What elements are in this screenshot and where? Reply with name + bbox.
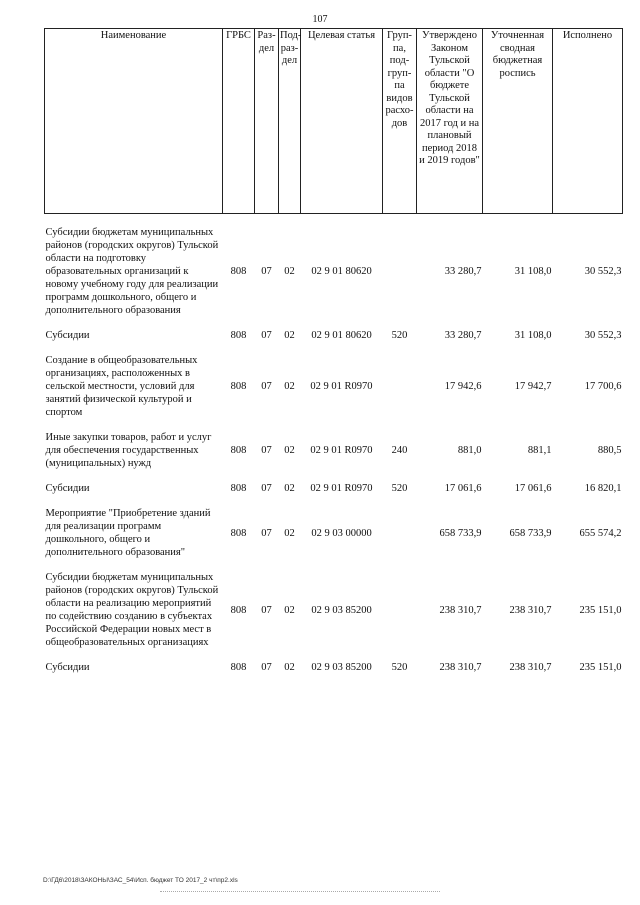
cell-podrazdel: 02 — [284, 662, 295, 673]
row-spacer — [45, 342, 623, 354]
cell-group — [383, 507, 417, 559]
header-group: Груп-па, под-груп-па видов расхо-дов — [383, 29, 417, 214]
cell-name: Создание в общеобразовательных организациях, расположенных в сельской местности, условий для занятий физической культурой и спортом — [45, 355, 198, 418]
cell-grbs: 808 — [230, 381, 247, 392]
cell-target: 02 9 01 R0970 — [310, 445, 373, 456]
cell-target: 02 9 01 80620 — [311, 330, 372, 341]
row-spacer — [45, 470, 623, 482]
cell-group — [383, 226, 417, 317]
cell-approved: 33 280,7 — [444, 330, 482, 341]
budget-table — [44, 28, 623, 674]
cell-refined: 31 108,0 — [514, 266, 552, 277]
header-target: Целевая статья — [301, 29, 383, 214]
cell-refined: 17 061,6 — [514, 483, 552, 494]
footer-divider — [160, 891, 440, 892]
page-number: 107 — [312, 14, 328, 25]
cell-target: 02 9 03 00000 — [311, 527, 372, 539]
table-row — [45, 226, 623, 317]
cell-group — [383, 354, 417, 419]
cell-executed: 880,5 — [597, 445, 622, 456]
cell-executed: 30 552,3 — [584, 330, 622, 341]
header-razdel: Раз-дел — [255, 29, 279, 214]
cell-grbs: 808 — [230, 527, 247, 539]
cell-refined: 238 310,7 — [509, 662, 552, 673]
cell-executed: 16 820,1 — [584, 483, 622, 494]
cell-target: 02 9 03 85200 — [311, 662, 372, 673]
cell-podrazdel: 02 — [284, 483, 295, 494]
cell-approved: 17 942,6 — [444, 381, 482, 392]
cell-group — [383, 571, 417, 649]
cell-name: Мероприятие "Приобретение зданий для реализации программ дошкольного, общего и дополнительного образования" — [45, 508, 211, 558]
cell-grbs: 808 — [230, 445, 247, 456]
cell-group: 240 — [391, 445, 408, 456]
cell-approved: 881,0 — [457, 445, 482, 456]
cell-podrazdel: 02 — [284, 604, 295, 616]
cell-podrazdel: 02 — [284, 330, 295, 341]
cell-razdel: 07 — [261, 483, 272, 494]
header-refined: Уточненная сводная бюджетная роспись — [483, 29, 553, 214]
cell-razdel: 07 — [261, 330, 272, 341]
header-executed: Исполнено — [553, 29, 623, 214]
cell-podrazdel: 02 — [284, 527, 295, 539]
cell-target: 02 9 03 85200 — [311, 604, 372, 616]
cell-razdel: 07 — [261, 604, 272, 616]
cell-target: 02 9 01 R0970 — [310, 381, 373, 392]
cell-refined: 238 310,7 — [509, 604, 552, 616]
cell-executed: 17 700,6 — [584, 381, 622, 392]
table-row — [45, 661, 623, 674]
table-row — [45, 571, 623, 649]
cell-razdel: 07 — [261, 445, 272, 456]
cell-refined: 31 108,0 — [514, 330, 552, 341]
header-name: Наименование — [45, 29, 223, 214]
cell-razdel: 07 — [261, 527, 272, 539]
cell-name: Субсидии — [45, 662, 90, 673]
cell-refined: 17 942,7 — [514, 381, 552, 392]
cell-grbs: 808 — [230, 266, 247, 277]
cell-refined: 881,1 — [527, 445, 552, 456]
cell-group: 520 — [391, 483, 408, 494]
cell-razdel: 07 — [261, 381, 272, 392]
table-row — [45, 431, 623, 470]
cell-razdel: 07 — [261, 266, 272, 277]
cell-podrazdel: 02 — [284, 381, 295, 392]
cell-executed: 235 151,0 — [579, 604, 622, 616]
header-grbs: ГРБС — [223, 29, 255, 214]
cell-approved: 17 061,6 — [444, 483, 482, 494]
cell-target: 02 9 01 80620 — [311, 266, 372, 277]
cell-approved: 33 280,7 — [444, 266, 482, 277]
footer-file-path: D:\ГД6\2018\ЗАКОНЫ\ЗАС_54\Исп. бюджет ТО 2017_2 чт\пр2.xls — [43, 877, 238, 884]
row-spacer — [45, 649, 623, 661]
cell-approved: 658 733,9 — [439, 527, 482, 539]
cell-approved: 238 310,7 — [439, 604, 482, 616]
cell-grbs: 808 — [230, 483, 247, 494]
cell-grbs: 808 — [230, 662, 247, 673]
row-spacer — [45, 495, 623, 507]
row-spacer — [45, 419, 623, 431]
header-podrazdel: Под-раз-дел — [279, 29, 301, 214]
table-header-row — [45, 29, 623, 214]
cell-grbs: 808 — [230, 604, 247, 616]
cell-name: Субсидии бюджетам муниципальных районов (городских округов) Тульской области на подготовку образовательных организаций к новому учебному году для реализации программ дошкольного, общего и дополнительного образования — [45, 227, 219, 316]
header-approved: Утверждено Законом Тульской области "О бюджете Тульской области на 2017 год и на плановый период 2018 и 2019 годов" — [417, 29, 483, 214]
cell-refined: 658 733,9 — [509, 527, 552, 539]
cell-executed: 655 574,2 — [579, 527, 622, 539]
cell-razdel: 07 — [261, 662, 272, 673]
table-row — [45, 354, 623, 419]
cell-group: 520 — [391, 662, 408, 673]
cell-name: Субсидии — [45, 330, 90, 341]
cell-executed: 30 552,3 — [584, 266, 622, 277]
table-row — [45, 482, 623, 495]
row-spacer — [45, 559, 623, 571]
cell-name: Иные закупки товаров, работ и услуг для обеспечения государственных (муниципальных) нужд — [45, 432, 212, 469]
table-row — [45, 329, 623, 342]
table-row — [45, 507, 623, 559]
cell-name: Субсидии бюджетам муниципальных районов (городских округов) Тульской области на реализацию мероприятий по содействию созданию в субъектах Российской Федерации новых мест в общеобразовательных организациях — [45, 572, 219, 648]
cell-approved: 238 310,7 — [439, 662, 482, 673]
table-body — [45, 214, 623, 675]
cell-grbs: 808 — [230, 330, 247, 341]
cell-podrazdel: 02 — [284, 266, 295, 277]
cell-name: Субсидии — [45, 483, 90, 494]
cell-target: 02 9 01 R0970 — [310, 483, 373, 494]
row-spacer — [45, 317, 623, 329]
cell-podrazdel: 02 — [284, 445, 295, 456]
row-spacer — [45, 214, 623, 227]
cell-group: 520 — [391, 330, 408, 341]
cell-executed: 235 151,0 — [579, 662, 622, 673]
